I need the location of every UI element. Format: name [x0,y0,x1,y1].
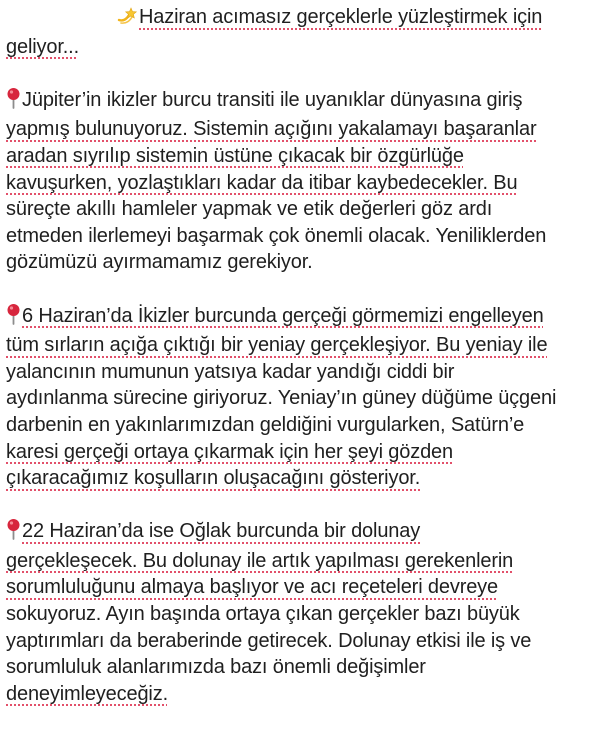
paragraph-new-moon [6,303,590,492]
paragraph-line: tüm sırların açığa çıktığı bir yeniay gerçekleşiyor. Bu yeniay ile [6,334,548,357]
intro-text-1: Haziran acımasız gerçeklerle yüzleştirmek için [139,6,543,28]
round-pushpin-icon [6,87,21,117]
paragraph-jupiter [6,87,590,276]
intro-line-1 [6,4,590,34]
paragraph-line: sokuyoruz. Ayın başında ortaya çıkan gerçekler bazı büyük [6,603,520,626]
intro-line-2: geliyor... [6,35,79,58]
round-pushpin-icon [6,518,21,548]
paragraph-line: çıkaracağımız koşulların oluşacağını gösteriyor. [6,467,421,490]
paragraph-line: deneyimleyeceğiz. [6,682,168,705]
paragraph-line: kavuşurken, yozlaştıkları kadar da itibar kaybedecekler. Bu [6,171,518,194]
dizzy-icon [116,6,138,34]
intro-paragraph [6,4,590,60]
paragraph-line: 22 Haziran’da ise Oğlak burcunda bir dolunay [6,518,590,548]
paragraph-line: gözümüzü ayırmamamız gerekiyor. [6,251,313,274]
paragraph-line: süreçte akıllı hamleler yapmak ve etik değerleri göz ardı [6,198,493,221]
paragraph-line: darbenin en yakınlarımızdan geldiğini vurgularken, Satürn’e [6,413,525,436]
paragraph-line: sorumluluk alanlarımızda bazı önemli değişimler [6,656,426,679]
paragraph-line: sorumluluğunu almaya başlıyor ve acı reçeteleri devreye [6,576,498,599]
paragraph-full-moon [6,518,590,707]
paragraph-line: yalancının mumunun yatsıya kadar yandığı ciddi bir [6,360,455,383]
paragraph-line: aradan sıyrılıp sistemin üstüne çıkacak bir özgürlüğe [6,144,464,167]
paragraph-line: gerçekleşecek. Bu dolunay ile artık yapılması gerekenlerin [6,549,514,572]
paragraph-line: karesi gerçeği ortaya çıkarmak için her şeyi gözden [6,440,453,463]
paragraph-line: yapmış bulunuyoruz. Sistemin açığını yakalamayı başaranlar [6,118,537,141]
paragraph-line: etmeden ilerlemeyi başarmak çok önemli olacak. Yeniliklerden [6,224,547,247]
paragraph-line: Jüpiter’in ikizler burcu transiti ile uyanıklar dünyasına giriş [6,87,590,117]
paragraph-line: 6 Haziran’da İkizler burcunda gerçeği görmemizi engelleyen [6,303,590,333]
paragraph-line: aydınlanma sürecine giriyoruz. Yeniay’ın güney düğüme üçgeni [6,387,557,410]
round-pushpin-icon [6,303,21,333]
paragraph-line: yaptırımları da beraberinde getirecek. Dolunay etkisi ile iş ve [6,629,532,652]
